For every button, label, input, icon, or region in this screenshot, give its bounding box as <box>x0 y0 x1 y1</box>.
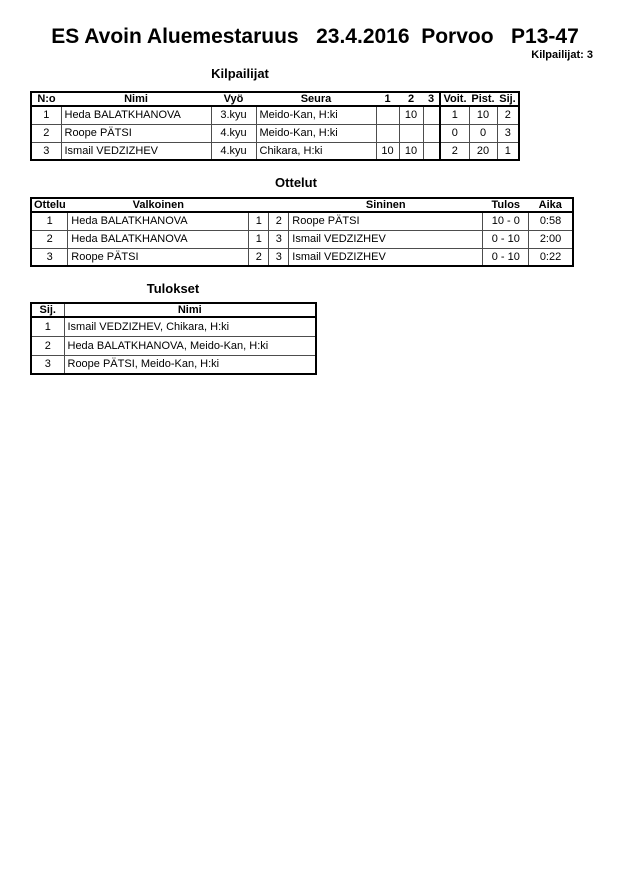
cell-sij: 1 <box>497 142 519 160</box>
kilpailijat-row <box>31 124 519 142</box>
tulokset-table <box>30 302 317 375</box>
cell-score: 10 - 0 <box>483 212 529 230</box>
cell-white-no: 1 <box>249 212 269 230</box>
kilpailijat-row <box>31 142 519 160</box>
tulokset-heading: Tulokset <box>146 281 200 296</box>
col-valkoinen: Valkoinen <box>68 198 249 212</box>
kilpailijat-row <box>31 106 519 124</box>
cell-white-name: Heda BALATKHANOVA <box>68 230 249 248</box>
cell-vyo: 4.kyu <box>211 124 256 142</box>
col-tulos: Tulos <box>483 198 529 212</box>
cell-nimi: Roope PÄTSI <box>61 124 211 142</box>
page-title: ES Avoin Aluemestaruus 23.4.2016 Porvoo P13-47 <box>51 25 579 48</box>
cell-match1: 10 <box>376 142 399 160</box>
cell-match-no: 1 <box>31 212 68 230</box>
cell-no: 1 <box>31 106 61 124</box>
cell-match1 <box>376 106 399 124</box>
col-white-no <box>249 198 269 212</box>
cell-seura: Meido-Kan, H:ki <box>256 124 376 142</box>
cell-time: 2:00 <box>529 230 573 248</box>
cell-white-name: Roope PÄTSI <box>68 248 249 266</box>
cell-rank: 2 <box>31 336 64 355</box>
col-match2: 2 <box>399 92 423 106</box>
cell-sij: 2 <box>497 106 519 124</box>
ottelut-heading: Ottelut <box>275 175 317 190</box>
cell-vyo: 4.kyu <box>211 142 256 160</box>
cell-vyo: 3.kyu <box>211 106 256 124</box>
col-ottelu: Ottelu <box>31 198 68 212</box>
cell-blue-name: Ismail VEDZIZHEV <box>289 248 483 266</box>
col-no: N:o <box>31 92 61 106</box>
cell-voit: 2 <box>440 142 469 160</box>
ottelut-table <box>30 197 574 267</box>
tulokset-row <box>31 355 316 374</box>
cell-seura: Chikara, H:ki <box>256 142 376 160</box>
cell-match3 <box>423 124 440 142</box>
cell-rank: 1 <box>31 317 64 336</box>
cell-voit: 1 <box>440 106 469 124</box>
tulokset-row <box>31 317 316 336</box>
col-sij: Sij. <box>497 92 519 106</box>
col-pist: Pist. <box>469 92 497 106</box>
col-match1: 1 <box>376 92 399 106</box>
col-sij: Sij. <box>31 303 64 317</box>
ottelut-row <box>31 248 573 266</box>
cell-match1 <box>376 124 399 142</box>
ottelut-row <box>31 230 573 248</box>
col-aika: Aika <box>529 198 573 212</box>
cell-white-no: 1 <box>249 230 269 248</box>
cell-no: 3 <box>31 142 61 160</box>
col-vyo: Vyö <box>211 92 256 106</box>
cell-blue-no: 3 <box>269 230 289 248</box>
cell-pist: 0 <box>469 124 497 142</box>
cell-nimi: Ismail VEDZIZHEV <box>61 142 211 160</box>
col-nimi: Nimi <box>64 303 316 317</box>
kilpailijat-header-row <box>31 92 519 106</box>
cell-time: 0:22 <box>529 248 573 266</box>
cell-sij: 3 <box>497 124 519 142</box>
cell-match-no: 2 <box>31 230 68 248</box>
cell-name: Roope PÄTSI, Meido-Kan, H:ki <box>64 355 316 374</box>
cell-pist: 10 <box>469 106 497 124</box>
competitor-count: Kilpailijat: 3 <box>531 49 593 61</box>
col-nimi: Nimi <box>61 92 211 106</box>
cell-blue-no: 2 <box>269 212 289 230</box>
cell-rank: 3 <box>31 355 64 374</box>
cell-blue-name: Ismail VEDZIZHEV <box>289 230 483 248</box>
kilpailijat-table <box>30 91 520 161</box>
cell-white-name: Heda BALATKHANOVA <box>68 212 249 230</box>
col-blue-no <box>269 198 289 212</box>
cell-nimi: Heda BALATKHANOVA <box>61 106 211 124</box>
cell-match2: 10 <box>399 106 423 124</box>
cell-seura: Meido-Kan, H:ki <box>256 106 376 124</box>
cell-voit: 0 <box>440 124 469 142</box>
cell-match2: 10 <box>399 142 423 160</box>
col-seura: Seura <box>256 92 376 106</box>
col-match3: 3 <box>423 92 440 106</box>
cell-score: 0 - 10 <box>483 248 529 266</box>
ottelut-row <box>31 212 573 230</box>
col-sininen: Sininen <box>289 198 483 212</box>
tulokset-row <box>31 336 316 355</box>
cell-time: 0:58 <box>529 212 573 230</box>
cell-pist: 20 <box>469 142 497 160</box>
cell-no: 2 <box>31 124 61 142</box>
kilpailijat-heading: Kilpailijat <box>211 66 269 81</box>
cell-match-no: 3 <box>31 248 68 266</box>
cell-white-no: 2 <box>249 248 269 266</box>
cell-blue-name: Roope PÄTSI <box>289 212 483 230</box>
cell-score: 0 - 10 <box>483 230 529 248</box>
col-voit: Voit. <box>440 92 469 106</box>
cell-match3 <box>423 142 440 160</box>
cell-blue-no: 3 <box>269 248 289 266</box>
cell-match2 <box>399 124 423 142</box>
tulokset-header-row <box>31 303 316 317</box>
ottelut-header-row <box>31 198 573 212</box>
cell-name: Ismail VEDZIZHEV, Chikara, H:ki <box>64 317 316 336</box>
cell-match3 <box>423 106 440 124</box>
cell-name: Heda BALATKHANOVA, Meido-Kan, H:ki <box>64 336 316 355</box>
